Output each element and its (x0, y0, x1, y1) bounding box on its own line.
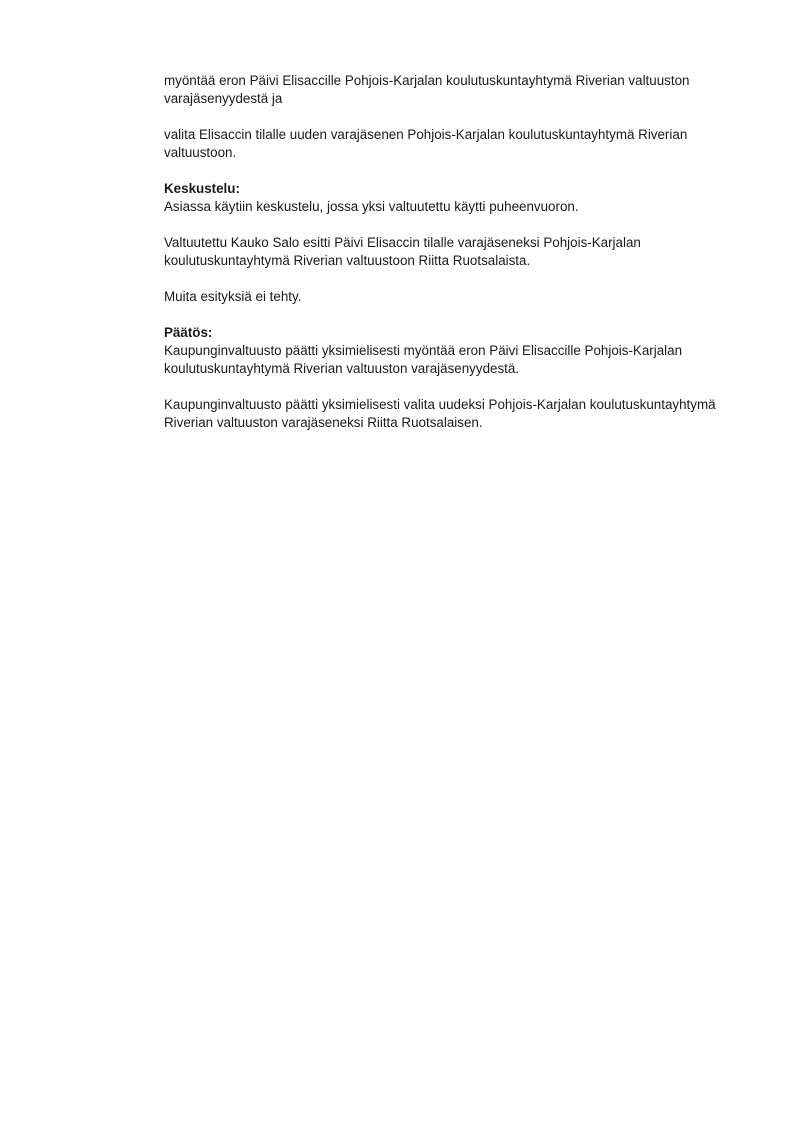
document-page (164, 72, 754, 450)
decision-heading: Päätös: (164, 325, 213, 340)
decision-text-2: Kaupunginvaltuusto päätti yksimielisesti valita uudeksi Pohjois-Karjalan koulutuskuntayhtymä Riverian valtuuston varajäseneksi Riitta Ruotsalaisen. (164, 397, 716, 430)
intro-paragraph-1: myöntää eron Päivi Elisaccille Pohjois-Karjalan koulutuskuntayhtymä Riverian valtuuston varajäsenyydestä ja (164, 73, 690, 106)
decision-text-1: Kaupunginvaltuusto päätti yksimielisesti myöntää eron Päivi Elisaccille Pohjois-Karjalan koulutuskuntayhtymä Riverian valtuuston varajäsenyydestä. (164, 343, 683, 376)
discussion-no-other-proposals: Muita esityksiä ei tehty. (164, 289, 302, 304)
intro-paragraph-2: valita Elisaccin tilalle uuden varajäsenen Pohjois-Karjalan koulutuskuntayhtymä Riverian valtuustoon. (164, 127, 688, 160)
discussion-proposal: Valtuutettu Kauko Salo esitti Päivi Elisaccin tilalle varajäseneksi Pohjois-Karjalan koulutuskuntayhtymä Riverian valtuustoon Riitta Ruotsalaista. (164, 235, 641, 268)
discussion-text: Asiassa käytiin keskustelu, jossa yksi valtuutettu käytti puheenvuoron. (164, 199, 579, 214)
discussion-heading: Keskustelu: (164, 181, 240, 196)
